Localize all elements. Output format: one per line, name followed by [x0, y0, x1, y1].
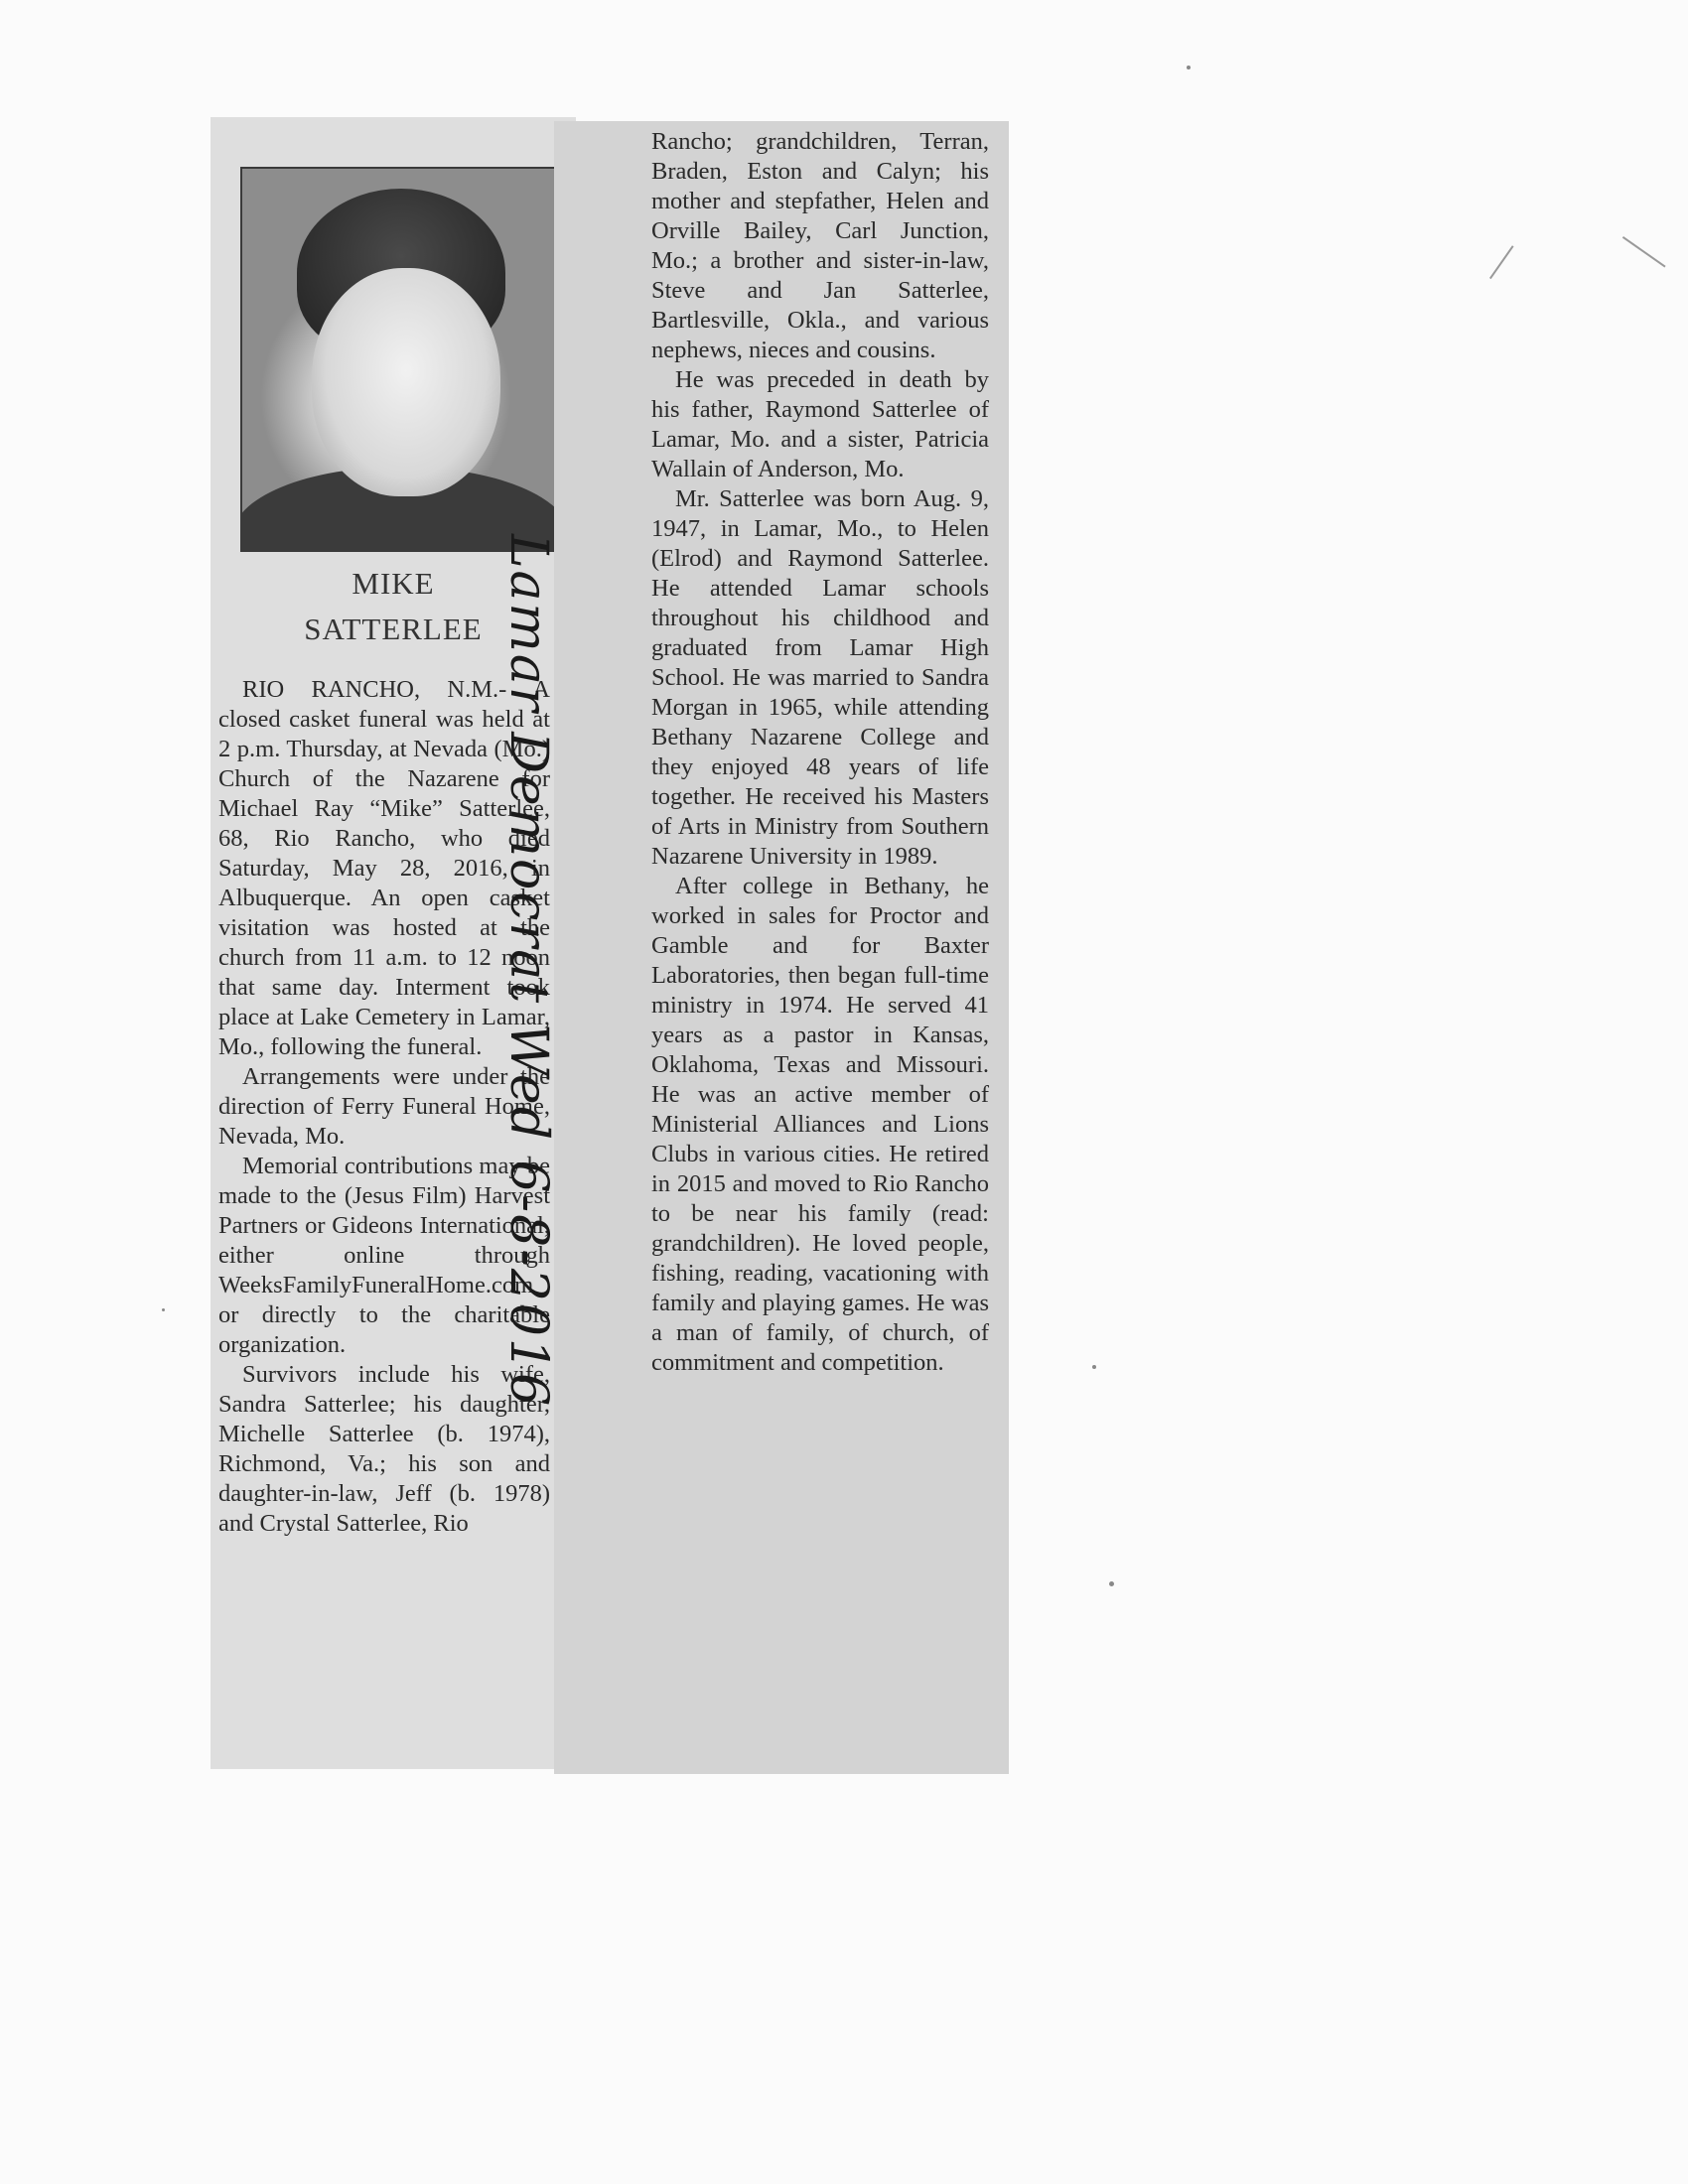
portrait-photo	[240, 167, 556, 552]
obituary-paragraph: Mr. Satterlee was born Aug. 9, 1947, in Lamar, Mo., to Helen (Elrod) and Raymond Satterlee. He attended Lamar schools throughout his childhood and graduated from Lamar High School. He was married to Sandra Morgan in 1965, while attending Bethany Nazarene College and they enjoyed 48 years of life together. He received his Masters of Arts in Ministry from Southern Nazarene University in 1989.	[651, 485, 989, 870]
obituary-paragraph: RIO RANCHO, N.M.- A closed casket funeral was held at 2 p.m. Thursday, at Nevada (Mo.) Church of the Nazarene for Michael Ray “Mike” Satterlee, 68, Rio Rancho, who died Saturday, May 28, 2016, in Albuquerque. An open casket visitation was hosted at the church from 11 a.m. to 12 noon that same day. Interment took place at Lake Cemetery in Lamar, Mo., following the funeral.	[218, 676, 550, 1060]
obituary-paragraph: He was preceded in death by his father, Raymond Satterlee of Lamar, Mo. and a sister, Patricia Wallain of Anderson, Mo.	[651, 366, 989, 482]
obituary-paragraph: Memorial contributions may be made to the (Jesus Film) Harvest Partners or Gideons International, either online through WeeksFamilyFuneralHome.com or directly to the charitable organization.	[218, 1153, 550, 1358]
obituary-paragraph-continued: Rancho; grandchildren, Terran, Braden, Eston and Calyn; his mother and stepfather, Helen and Orville Bailey, Carl Junction, Mo.; a brother and sister-in-law, Steve and Jan Satterlee, Bartlesville, Okla., and various nephews, nieces and cousins.	[651, 128, 989, 363]
obituary-paragraph: Arrangements were under the direction of Ferry Funeral Home, Nevada, Mo.	[218, 1063, 550, 1150]
photo-face	[312, 268, 500, 496]
scan-speck	[1092, 1365, 1096, 1369]
obituary-paragraph: Survivors include his wife, Sandra Satterlee; his daughter, Michelle Satterlee (b. 1974), Richmond, Va.; his son and daughter-in-law, Jeff (b. 1978) and Crystal Satterlee, Rio	[218, 1361, 550, 1537]
scan-mark	[1489, 245, 1514, 279]
deceased-first-name: MIKE	[352, 566, 435, 601]
newspaper-clipping-right	[554, 121, 1009, 1774]
obituary-paragraph: After college in Bethany, he worked in sales for Proctor and Gamble and for Baxter Laboratories, then began full-time ministry in 1974. He served 41 years as a pastor in Kansas, Oklahoma, Texas and Missouri. He was an active member of Ministerial Alliances and Lions Clubs in various cities. He retired in 2015 and moved to Rio Rancho to be near his family (read: grandchildren). He loved people, fishing, reading, vacationing with family and playing games. He was a man of family, of church, of commitment and competition.	[651, 873, 989, 1376]
deceased-last-name: SATTERLEE	[304, 612, 483, 646]
scan-speck	[162, 1308, 165, 1311]
obituary-right-column	[651, 127, 989, 1378]
handwritten-source-note: Lamar Democrat Wed 6-8-2016	[498, 534, 558, 1409]
scan-mark	[1622, 236, 1666, 267]
scan-speck	[1109, 1581, 1114, 1586]
scan-speck	[1187, 66, 1191, 69]
